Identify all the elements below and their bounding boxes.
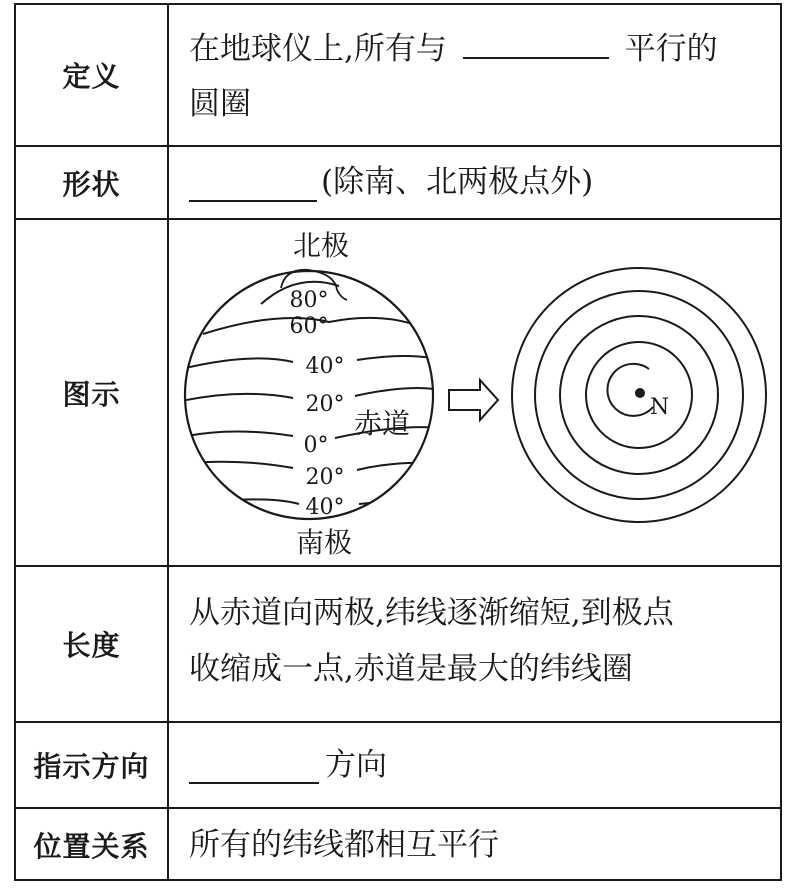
direction-content — [169, 723, 780, 807]
row-definition — [16, 5, 780, 147]
polar-circle-5 — [607, 364, 653, 416]
length-line-2: 收缩成一点,赤道是最大的纬线圈 — [189, 651, 633, 687]
row-figure — [16, 220, 780, 567]
shape-content — [169, 147, 780, 218]
lat-label-60: 60° — [289, 314, 329, 339]
globe-side-view — [177, 229, 441, 559]
position-content — [169, 809, 780, 881]
row-label-shape: 形状 — [16, 147, 169, 218]
shape-text-after: (除南、北两极点外) — [321, 164, 594, 200]
lat-label-20s: 20° — [305, 465, 345, 490]
lat-label-80: 80° — [289, 288, 329, 313]
latitude-figure-svg — [169, 220, 780, 565]
equator-label: 赤道 — [353, 407, 411, 440]
row-length — [16, 567, 780, 723]
lat-label-0: 0° — [303, 433, 329, 458]
north-pole-dot — [635, 388, 645, 398]
shape-blank — [189, 164, 317, 202]
row-label-length: 长度 — [16, 567, 169, 721]
lat-label-40s: 40° — [305, 495, 345, 520]
row-label-direction: 指示方向 — [16, 723, 169, 807]
lat-label-20n: 20° — [305, 392, 345, 417]
row-label-figure: 图示 — [16, 220, 169, 565]
direction-blank — [189, 746, 319, 784]
row-position — [16, 809, 780, 881]
definition-text-after: 平行的 — [624, 31, 718, 67]
definition-line-2: 圆圈 — [189, 86, 251, 122]
row-label-position: 位置关系 — [16, 809, 169, 881]
north-pole-cap-right — [337, 290, 347, 300]
row-shape — [16, 147, 780, 220]
length-line-1: 从赤道向两极,纬线逐渐缩短,到极点 — [189, 595, 674, 631]
latitude-properties-table — [14, 3, 782, 881]
definition-text-before: 在地球仪上,所有与 — [189, 31, 447, 67]
position-text: 所有的纬线都相互平行 — [189, 826, 499, 863]
definition-line-1 — [189, 21, 718, 77]
north-pole-label: 北极 — [292, 229, 350, 262]
figure-diagram — [169, 220, 780, 565]
row-direction — [16, 723, 780, 809]
direction-text-after: 方向 — [325, 746, 387, 783]
lat-label-40n: 40° — [305, 354, 345, 379]
definition-content — [169, 5, 780, 145]
row-label-definition: 定义 — [16, 5, 169, 145]
north-marker-label: N — [650, 395, 670, 420]
right-arrow-icon — [449, 380, 498, 420]
south-pole-label: 南极 — [295, 526, 353, 559]
length-content — [169, 567, 780, 721]
definition-blank — [463, 21, 609, 59]
